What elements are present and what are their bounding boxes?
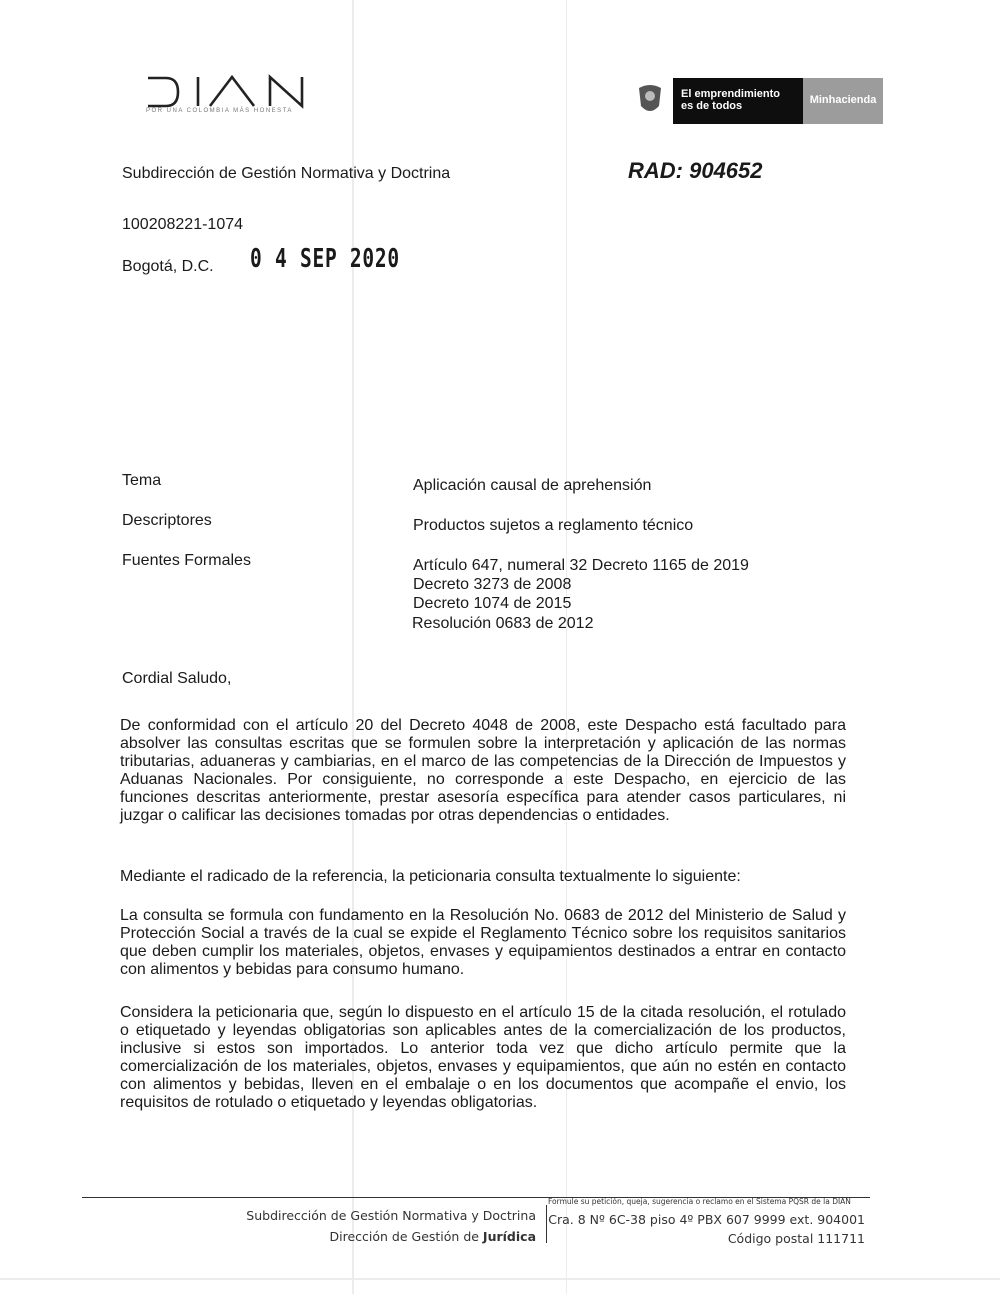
footer-divider <box>546 1205 547 1243</box>
city: Bogotá, D.C. <box>122 258 214 275</box>
fuente-formal-item: Decreto 1074 de 2015 <box>413 595 572 612</box>
body-paragraph: De conformidad con el artículo 20 del Decreto 4048 de 2008, este Despacho está facultado para absolver las consultas escritas que se formulen sobre la interpretación y aplicación de las normas tributarias, aduaneras y cambiarias, en el marco de las competencias de la Dirección de Impuestos y Aduanas Nacionales. Por consiguiente, no corresponde a este Despacho, en ejercicio de las funciones descritas anteriormente, prestar asesoría específica para atender casos particulares, ni juzgar o calificar las decisiones tomadas por otras dependencias o entidades. <box>120 717 846 824</box>
fuente-formal-item: Artículo 647, numeral 32 Decreto 1165 de 2019 <box>413 557 749 574</box>
coat-of-arms-icon <box>635 82 665 118</box>
banner-ministry: Minhacienda <box>803 78 883 124</box>
label-descriptores: Descriptores <box>122 512 212 529</box>
government-banner <box>635 78 883 124</box>
value-tema: Aplicación causal de aprehensión <box>413 477 652 494</box>
footer-postal: Código postal 111711 <box>727 1231 865 1246</box>
greeting: Cordial Saludo, <box>122 670 232 687</box>
value-descriptores: Productos sujetos a reglamento técnico <box>413 517 694 534</box>
label-tema: Tema <box>122 472 162 489</box>
banner-slogan: El emprendimiento es de todos <box>673 78 803 124</box>
fuente-formal-item: Resolución 0683 de 2012 <box>412 615 594 632</box>
fuente-formal-item: Decreto 3273 de 2008 <box>413 576 572 593</box>
body-paragraph: Mediante el radicado de la referencia, la peticionaria consulta textualmente lo siguiente: <box>120 868 741 885</box>
office-name: Subdirección de Gestión Normativa y Doctrina <box>122 165 451 182</box>
footer-contact <box>548 1210 865 1248</box>
footer-address: Cra. 8 Nº 6C-38 piso 4º PBX 607 9999 ext. 904001 <box>548 1212 865 1227</box>
logo-tagline: POR UNA COLOMBIA MÁS HONESTA <box>146 108 293 114</box>
reference-number: 100208221-1074 <box>122 216 244 233</box>
scan-edge-line <box>0 1278 1000 1280</box>
dian-logo <box>146 72 316 122</box>
rad-number: RAD: 904652 <box>628 158 763 183</box>
quoted-paragraph: La consulta se formula con fundamento en la Resolución No. 0683 de 2012 del Ministerio de Salud y Protección Social a través de la cual se expide el Reglamento Técnico sobre los requisitos sanitarios que deben cumplir los materiales, objetos, envases y equipamientos destinados a entrar en contacto con alimentos y bebidas para consumo humano. <box>120 907 846 978</box>
pqsr-note: Formule su petición, queja, sugerencia o reclamo en el Sistema PQSR de la DIAN <box>548 1197 851 1206</box>
quoted-paragraph: Considera la peticionaria que, según lo dispuesto en el artículo 15 de la citada resolución, el rotulado o etiquetado y leyendas obligatorias son aplicables antes de la comercialización de los productos, inclusive si estos son importados. Lo anterior toda vez que dicho artículo permite que la comercialización de los materiales, objetos, envases y equipamientos, que aún no estén en contacto con alimentos y bebidas, lleven en el embalaje o en los documentos que acompañe el envio, los requisitos de rotulado o etiquetado y leyendas obligatorias. <box>120 1004 846 1111</box>
footer-office: Subdirección de Gestión Normativa y Doctrina Dirección de Gestión de Jurídica <box>246 1208 536 1244</box>
label-fuentes-formales: Fuentes Formales <box>122 552 251 569</box>
date-stamp: 0 4 SEP 2020 <box>250 244 400 274</box>
